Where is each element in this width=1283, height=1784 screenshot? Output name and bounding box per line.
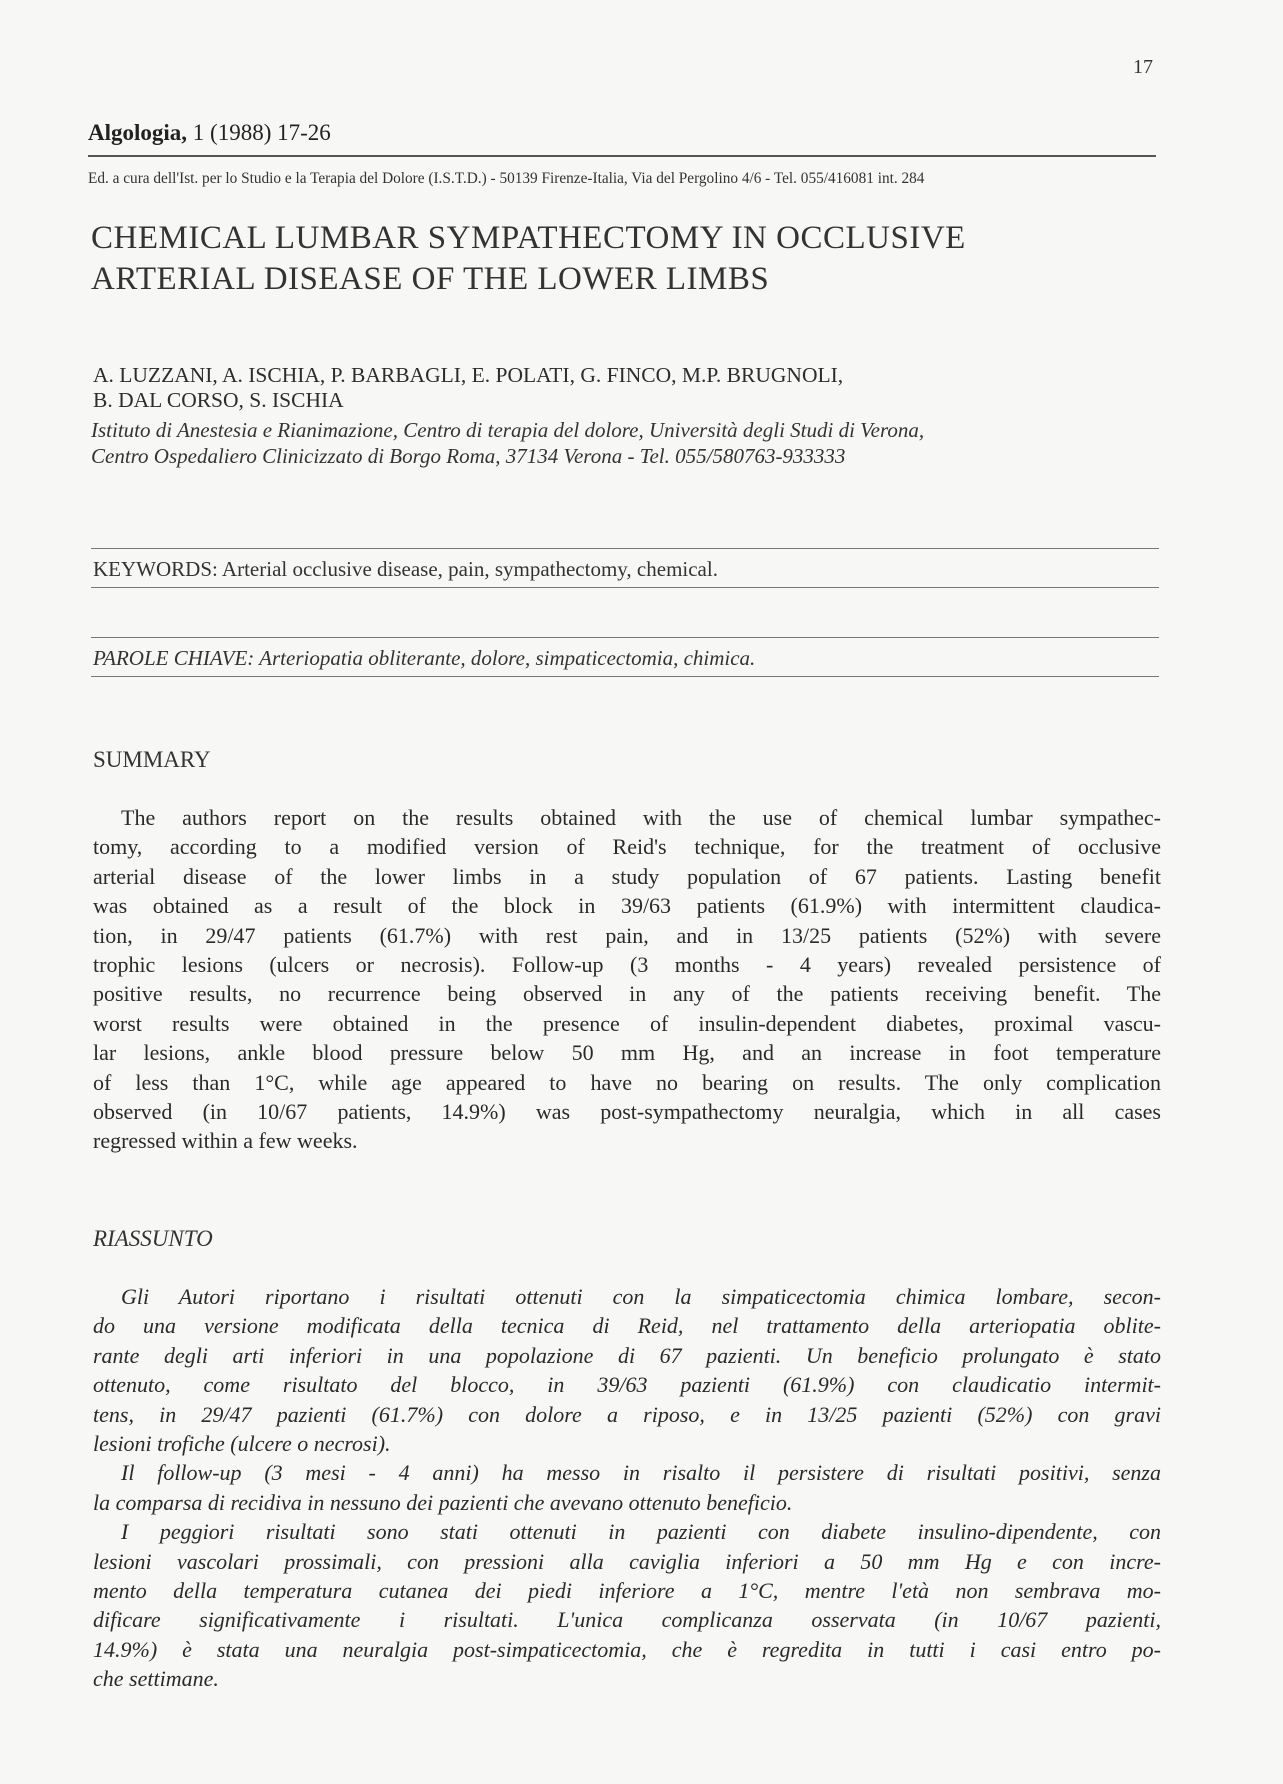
journal-citation xyxy=(88,120,331,146)
text-line: of less than 1°C, while age appeared to have no bearing on results. The only complication xyxy=(93,1069,1161,1095)
text-line: che settimane. xyxy=(93,1666,219,1692)
keywords-rule-top xyxy=(91,548,1159,549)
keywords-rule-bottom xyxy=(91,587,1159,588)
text-line: lar lesions, ankle blood pressure below 50 mm Hg, and an increase in foot temperature xyxy=(93,1040,1161,1066)
text-line: ottenuto, come risultato del blocco, in 39/63 pazienti (61.9%) con claudicatio intermit- xyxy=(93,1372,1161,1398)
text-line: rante degli arti inferiori in una popolazione di 67 pazienti. Un beneficio prolungato è stato xyxy=(93,1342,1161,1368)
riassunto-paragraph xyxy=(93,1517,1161,1693)
text-line: positive results, no recurrence being observed in any of the patients receiving benefit. The xyxy=(93,981,1161,1007)
title-line: CHEMICAL LUMBAR SYMPATHECTOMY IN OCCLUSIVE xyxy=(91,220,966,256)
parole-rule-bottom xyxy=(91,676,1159,677)
text-line: mento della temperatura cutanea dei piedi inferiore a 1°C, mentre l'età non sembrava mo- xyxy=(93,1578,1161,1604)
text-line: lesioni trofiche (ulcere o necrosi). xyxy=(93,1431,391,1457)
affiliation-line: Istituto di Anestesia e Rianimazione, Centro di terapia del dolore, Università degli Studi di Verona, xyxy=(91,418,925,442)
text-line: The authors report on the results obtained with the use of chemical lumbar sympathec- xyxy=(121,805,1161,830)
header-rule xyxy=(88,155,1156,157)
text-line: I peggiori risultati sono stati ottenuti in pazienti con diabete insulino-dipendente, con xyxy=(121,1519,1161,1545)
parole-rule-top xyxy=(91,637,1159,638)
authors xyxy=(93,363,1173,413)
text-line: was obtained as a result of the block in 39/63 patients (61.9%) with intermittent claudica- xyxy=(93,893,1161,919)
title-line: ARTERIAL DISEASE OF THE LOWER LIMBS xyxy=(91,261,770,297)
text-line: worst results were obtained in the presence of insulin-dependent diabetes, proximal vascu- xyxy=(93,1010,1161,1036)
text-line: Il follow-up (3 mesi - 4 anni) ha messo in risalto il persistere di risultati positivi, senza xyxy=(121,1460,1161,1486)
summary-heading: SUMMARY xyxy=(93,747,211,772)
text-line: tomy, according to a modified version of Reid's technique, for the treatment of occlusive xyxy=(93,834,1161,860)
journal-name: Algologia, xyxy=(88,120,188,145)
riassunto-heading: RIASSUNTO xyxy=(93,1226,213,1251)
text-line: 14.9%) è stata una neuralgia post-simpaticectomia, che è regredita in tutti i casi entro po- xyxy=(93,1636,1161,1662)
text-line: Gli Autori riportano i risultati ottenuti con la simpaticectomia chimica lombare, secon- xyxy=(121,1284,1161,1309)
journal-volume: 1 (1988) 17-26 xyxy=(192,120,331,145)
text-line: dificare significativamente i risultati. L'unica complicanza osservata (in 10/67 pazienti, xyxy=(93,1607,1161,1633)
keywords: KEYWORDS: Arterial occlusive disease, pain, sympathectomy, chemical. xyxy=(93,557,718,581)
text-line: regressed within a few weeks. xyxy=(93,1128,358,1154)
editor-line: Ed. a cura dell'Ist. per lo Studio e la Terapia del Dolore (I.S.T.D.) - 50139 Firenze-Italia, Via del Pergolino 4/6 - Tel. 055/416081 int. 284 xyxy=(88,170,925,187)
text-line: la comparsa di recidiva in nessuno dei pazienti che avevano ottenuto beneficio. xyxy=(93,1489,793,1515)
text-line: tens, in 29/47 pazienti (61.7%) con dolore a riposo, e in 13/25 pazienti (52%) con gravi xyxy=(93,1401,1161,1427)
authors-line: B. DAL CORSO, S. ISCHIA xyxy=(93,388,344,412)
authors-line: A. LUZZANI, A. ISCHIA, P. BARBAGLI, E. POLATI, G. FINCO, M.P. BRUGNOLI, xyxy=(93,363,844,387)
parole-chiave: PAROLE CHIAVE: Arteriopatia obliterante, dolore, simpaticectomia, chimica. xyxy=(93,646,756,670)
text-line: arterial disease of the lower limbs in a study population of 67 patients. Lasting benefit xyxy=(93,863,1161,889)
text-line: trophic lesions (ulcers or necrosis). Follow-up (3 months - 4 years) revealed persistence of xyxy=(93,952,1161,978)
text-line: tion, in 29/47 patients (61.7%) with rest pain, and in 13/25 patients (52%) with severe xyxy=(93,922,1161,948)
text-line: observed (in 10/67 patients, 14.9%) was post-sympathectomy neuralgia, which in all cases xyxy=(93,1099,1161,1125)
summary-body xyxy=(93,803,1161,1156)
riassunto-paragraph xyxy=(93,1458,1161,1517)
article-title xyxy=(91,218,1171,300)
riassunto-body xyxy=(93,1282,1161,1694)
page-number: 17 xyxy=(1133,56,1153,78)
text-line: lesioni vascolari prossimali, con pressioni alla caviglia inferiori a 50 mm Hg e con incre- xyxy=(93,1548,1161,1574)
riassunto-paragraph xyxy=(93,1282,1161,1458)
text-line: do una versione modificata della tecnica di Reid, nel trattamento della arteriopatia oblite- xyxy=(93,1313,1161,1339)
affiliation-line: Centro Ospedaliero Clinicizzato di Borgo Roma, 37134 Verona - Tel. 055/580763-933333 xyxy=(91,444,846,468)
affiliation xyxy=(91,417,1171,469)
